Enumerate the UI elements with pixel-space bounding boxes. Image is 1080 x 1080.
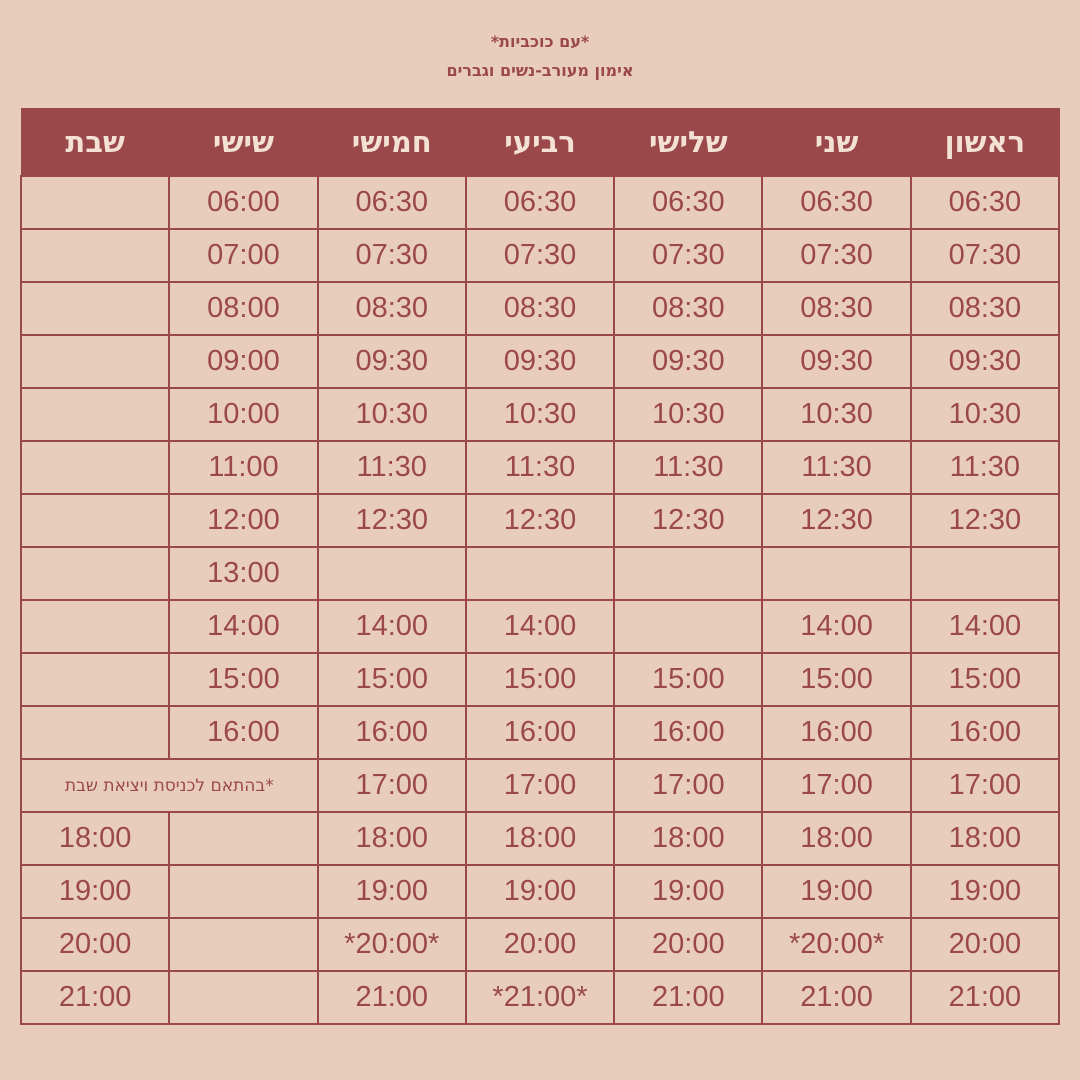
day-header-sunday: ראשון <box>911 108 1059 176</box>
time-cell-sunday: 17:00 <box>911 759 1059 812</box>
time-cell-tuesday: 20:00 <box>614 918 762 971</box>
time-cell-friday: 08:00 <box>169 282 317 335</box>
time-cell-friday: 15:00 <box>169 653 317 706</box>
time-cell-friday: 13:00 <box>169 547 317 600</box>
time-cell-wednesday: 17:00 <box>466 759 614 812</box>
day-header-saturday: שבת <box>21 108 169 176</box>
time-cell-sunday: 07:30 <box>911 229 1059 282</box>
time-cell-monday: 10:30 <box>762 388 910 441</box>
time-cell-tuesday: 21:00 <box>614 971 762 1024</box>
time-cell-friday: 09:00 <box>169 335 317 388</box>
time-cell-tuesday <box>614 547 762 600</box>
schedule-row <box>21 653 1059 706</box>
time-cell-saturday <box>21 600 169 653</box>
time-cell-monday: 14:00 <box>762 600 910 653</box>
day-header-tuesday: שלישי <box>614 108 762 176</box>
time-cell-friday: 07:00 <box>169 229 317 282</box>
time-cell-monday: 18:00 <box>762 812 910 865</box>
time-cell-saturday: 20:00 <box>21 918 169 971</box>
time-cell-sunday: 18:00 <box>911 812 1059 865</box>
time-cell-sunday: 08:30 <box>911 282 1059 335</box>
time-cell-sunday: 16:00 <box>911 706 1059 759</box>
time-cell-friday: 11:00 <box>169 441 317 494</box>
schedule-row <box>21 388 1059 441</box>
time-cell-saturday <box>21 176 169 229</box>
time-cell-sunday: 14:00 <box>911 600 1059 653</box>
schedule-row <box>21 282 1059 335</box>
time-cell-thursday <box>318 547 466 600</box>
schedule-row <box>21 918 1059 971</box>
time-cell-thursday: 08:30 <box>318 282 466 335</box>
time-cell-monday: 07:30 <box>762 229 910 282</box>
time-cell-saturday: 19:00 <box>21 865 169 918</box>
day-header-wednesday: רביעי <box>466 108 614 176</box>
time-cell-thursday: 11:30 <box>318 441 466 494</box>
time-cell-wednesday: 20:00 <box>466 918 614 971</box>
time-cell-friday: 16:00 <box>169 706 317 759</box>
time-cell-monday: 08:30 <box>762 282 910 335</box>
time-cell-thursday: 07:30 <box>318 229 466 282</box>
time-cell-sunday: 11:30 <box>911 441 1059 494</box>
time-cell-tuesday: 12:30 <box>614 494 762 547</box>
time-cell-sunday: 10:30 <box>911 388 1059 441</box>
schedule-row <box>21 865 1059 918</box>
time-cell-wednesday: 18:00 <box>466 812 614 865</box>
time-cell-saturday <box>21 706 169 759</box>
time-cell-friday: 06:00 <box>169 176 317 229</box>
schedule-body <box>21 176 1059 1024</box>
time-cell-tuesday <box>614 600 762 653</box>
time-cell-monday: 11:30 <box>762 441 910 494</box>
time-cell-sunday: 19:00 <box>911 865 1059 918</box>
header-row <box>21 108 1059 176</box>
time-cell-sunday: 09:30 <box>911 335 1059 388</box>
day-header-friday: שישי <box>169 108 317 176</box>
time-cell-wednesday: 19:00 <box>466 865 614 918</box>
schedule-table <box>20 108 1060 1025</box>
time-cell-saturday: 18:00 <box>21 812 169 865</box>
time-cell-thursday: 17:00 <box>318 759 466 812</box>
time-cell-monday: 09:30 <box>762 335 910 388</box>
mixed-training-note-subtitle: אימון מעורב-נשים וגברים <box>446 61 634 80</box>
time-cell-monday: 12:30 <box>762 494 910 547</box>
schedule-row <box>21 176 1059 229</box>
time-cell-tuesday: 15:00 <box>614 653 762 706</box>
time-cell-sunday: 06:30 <box>911 176 1059 229</box>
time-cell-saturday <box>21 282 169 335</box>
time-cell-saturday <box>21 441 169 494</box>
time-cell-friday: 10:00 <box>169 388 317 441</box>
time-cell-tuesday: 07:30 <box>614 229 762 282</box>
time-cell-saturday <box>21 494 169 547</box>
time-cell-monday: 19:00 <box>762 865 910 918</box>
time-cell-wednesday: 14:00 <box>466 600 614 653</box>
time-cell-tuesday: 17:00 <box>614 759 762 812</box>
time-cell-tuesday: 06:30 <box>614 176 762 229</box>
time-cell-wednesday: 16:00 <box>466 706 614 759</box>
time-cell-thursday: *20:00* <box>318 918 466 971</box>
time-cell-thursday: 12:30 <box>318 494 466 547</box>
time-cell-tuesday: 09:30 <box>614 335 762 388</box>
time-cell-saturday <box>21 335 169 388</box>
time-cell-monday: 21:00 <box>762 971 910 1024</box>
schedule-row <box>21 600 1059 653</box>
time-cell-saturday: 21:00 <box>21 971 169 1024</box>
time-cell-monday: 17:00 <box>762 759 910 812</box>
time-cell-sunday: 21:00 <box>911 971 1059 1024</box>
time-cell-wednesday: 10:30 <box>466 388 614 441</box>
time-cell-monday: 06:30 <box>762 176 910 229</box>
time-cell-thursday: 14:00 <box>318 600 466 653</box>
time-cell-tuesday: 16:00 <box>614 706 762 759</box>
shabbat-timing-note: *בהתאם לכניסת ויציאת שבת <box>21 759 318 812</box>
schedule-row <box>21 335 1059 388</box>
time-cell-saturday <box>21 388 169 441</box>
time-cell-monday <box>762 547 910 600</box>
time-cell-wednesday: *21:00* <box>466 971 614 1024</box>
schedule-row <box>21 441 1059 494</box>
time-cell-monday: 16:00 <box>762 706 910 759</box>
day-header-thursday: חמישי <box>318 108 466 176</box>
time-cell-thursday: 19:00 <box>318 865 466 918</box>
time-cell-monday: 15:00 <box>762 653 910 706</box>
time-cell-wednesday: 09:30 <box>466 335 614 388</box>
time-cell-tuesday: 19:00 <box>614 865 762 918</box>
day-header-monday: שני <box>762 108 910 176</box>
time-cell-sunday <box>911 547 1059 600</box>
schedule-row <box>21 706 1059 759</box>
time-cell-thursday: 18:00 <box>318 812 466 865</box>
time-cell-saturday <box>21 547 169 600</box>
time-cell-thursday: 10:30 <box>318 388 466 441</box>
time-cell-wednesday: 15:00 <box>466 653 614 706</box>
time-cell-tuesday: 08:30 <box>614 282 762 335</box>
time-cell-tuesday: 10:30 <box>614 388 762 441</box>
schedule-row <box>21 229 1059 282</box>
time-cell-sunday: 12:30 <box>911 494 1059 547</box>
time-cell-sunday: 15:00 <box>911 653 1059 706</box>
schedule-row <box>21 494 1059 547</box>
time-cell-saturday <box>21 229 169 282</box>
time-cell-friday: 14:00 <box>169 600 317 653</box>
time-cell-thursday: 09:30 <box>318 335 466 388</box>
time-cell-wednesday: 06:30 <box>466 176 614 229</box>
time-cell-thursday: 06:30 <box>318 176 466 229</box>
time-cell-monday: *20:00* <box>762 918 910 971</box>
schedule-row <box>21 971 1059 1024</box>
time-cell-thursday: 21:00 <box>318 971 466 1024</box>
schedule-row <box>21 759 1059 812</box>
time-cell-sunday: 20:00 <box>911 918 1059 971</box>
time-cell-wednesday <box>466 547 614 600</box>
time-cell-wednesday: 11:30 <box>466 441 614 494</box>
time-cell-wednesday: 07:30 <box>466 229 614 282</box>
time-cell-wednesday: 08:30 <box>466 282 614 335</box>
schedule-row <box>21 812 1059 865</box>
time-cell-tuesday: 11:30 <box>614 441 762 494</box>
mixed-training-note-title: *עם כוכביות* <box>490 32 590 51</box>
time-cell-thursday: 16:00 <box>318 706 466 759</box>
time-cell-friday <box>169 812 317 865</box>
time-cell-friday: 12:00 <box>169 494 317 547</box>
time-cell-friday <box>169 918 317 971</box>
time-cell-saturday <box>21 653 169 706</box>
time-cell-friday <box>169 971 317 1024</box>
time-cell-thursday: 15:00 <box>318 653 466 706</box>
time-cell-tuesday: 18:00 <box>614 812 762 865</box>
schedule-row <box>21 547 1059 600</box>
time-cell-friday <box>169 865 317 918</box>
time-cell-wednesday: 12:30 <box>466 494 614 547</box>
